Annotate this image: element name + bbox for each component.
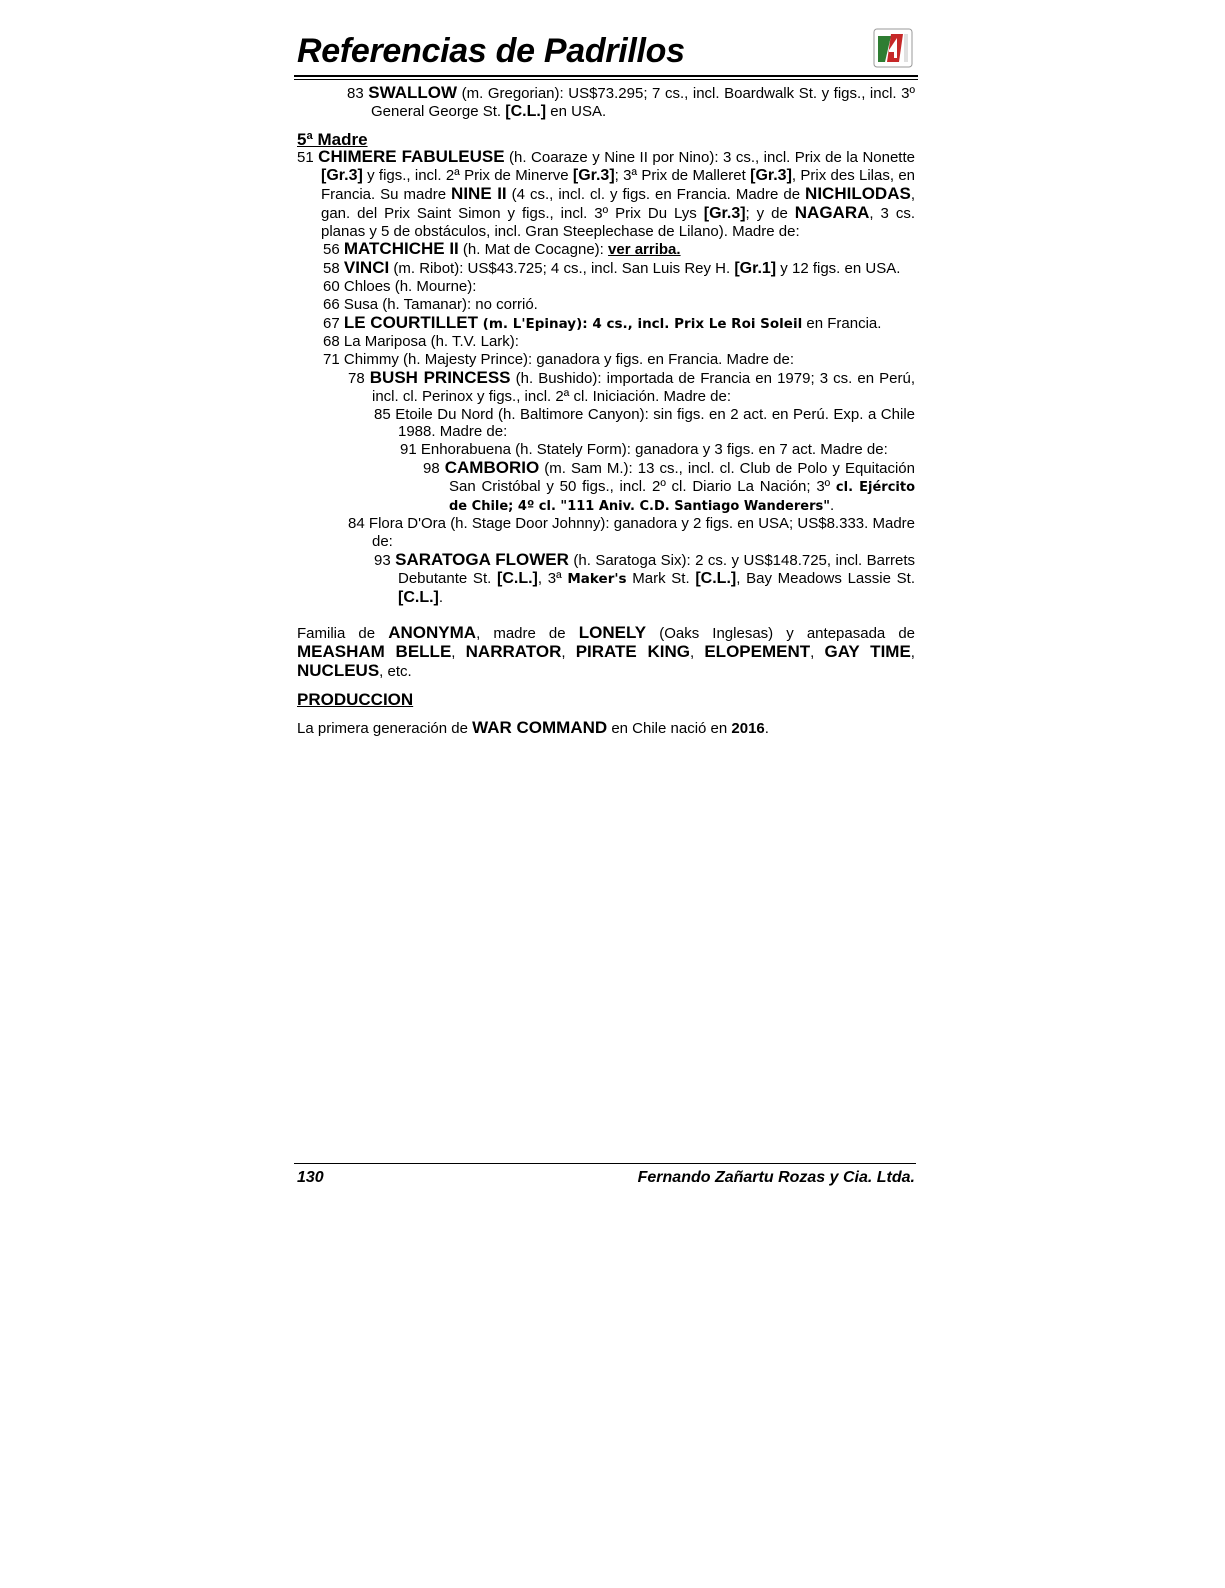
logo-icon: [873, 28, 913, 68]
entry-vinci: 58 VINCI (m. Ribot): US$43.725; 4 cs., incl. San Luis Rey H. [Gr.1] y 12 figs. en USA.: [323, 258, 901, 278]
ver-arriba-link[interactable]: ver arriba.: [608, 241, 681, 259]
entry-chimere-fabuleuse: 51 CHIMERE FABULEUSE (h. Coaraze y Nine II por Nino): 3 cs., incl. Prix de la Nonette [Gr.3] y figs., incl. 2ª Prix de Minerve [Gr.3]; 3ª Prix de Malleret [Gr.3], Prix des Lilas, en Francia. Su madre NINE II (4 cs., incl. cl. y figs. en Francia. Madre de NICHILODAS, gan. del Prix Saint Simon y figs., incl. 3º Prix Du Lys [Gr.3]; y de NAGARA, 3 cs. planas y 5 de obstáculos, incl. Gran Steeplechase de Lilano). Madre de:: [297, 147, 916, 240]
entry-susa: 66 Susa (h. Tamanar): no corrió.: [323, 295, 538, 313]
familia-paragraph: Familia de ANONYMA, madre de LONELY (Oaks Inglesas) y antepasada de MEASHAM BELLE, NARRATOR, PIRATE KING, ELOPEMENT, GAY TIME, NUCLEUS, etc.: [297, 623, 916, 680]
entry-chloes: 60 Chloes (h. Mourne):: [323, 277, 477, 295]
entry-le-courtillet: 67 LE COURTILLET (m. L'Epinay): 4 cs., incl. Prix Le Roi Soleil en Francia.: [323, 312, 882, 332]
entry-etoile-du-nord: 85 Etoile Du Nord (h. Baltimore Canyon): sin figs. en 2 act. en Perú. Exp. a Chile 1988. Madre de:: [374, 405, 915, 441]
entry-chimmy: 71 Chimmy (h. Majesty Prince): ganadora y figs. en Francia. Madre de:: [323, 351, 795, 369]
entry-camborio: 98 CAMBORIO (m. Sam M.): 13 cs., incl. cl. Club de Polo y Equitación San Cristóbal y 50 figs., incl. 2º cl. Diario La Nación; 3º cl. Ejército de Chile; 4º cl. "111 Aniv. C.D. Santiago Wanderers".: [423, 457, 915, 514]
footer-rule: [294, 1163, 916, 1164]
page-header: [297, 28, 915, 76]
entry-la-mariposa: 68 La Mariposa (h. T.V. Lark):: [323, 333, 519, 351]
section-heading-produccion: PRODUCCION: [297, 689, 414, 709]
header-rule: [294, 75, 918, 77]
page: [297, 28, 916, 737]
entry-enhorabuena: 91 Enhorabuena (h. Stately Form): ganadora y 3 figs. en 7 act. Madre de:: [400, 441, 888, 459]
section-heading-5a-madre: 5ª Madre: [297, 129, 368, 149]
header-rule-thin: [294, 79, 918, 80]
entry-flora-dora: 84 Flora D'Ora (h. Stage Door Johnny): ganadora y 2 figs. en USA; US$8.333. Madre de:: [348, 515, 916, 551]
page-title: Referencias de Padrillos: [297, 32, 685, 70]
entry-bush-princess: 78 BUSH PRINCESS (h. Bushido): importada de Francia en 1979; 3 cs. en Perú, incl. cl. Perinox y figs., incl. 2ª cl. Iniciación. Madre de:: [348, 367, 916, 405]
document-body: [297, 84, 915, 737]
produccion-paragraph: La primera generación de WAR COMMAND en Chile nació en 2016.: [297, 717, 769, 737]
footer-company: Fernando Zañartu Rozas y Cia. Ltda.: [637, 1169, 915, 1186]
entry-saratoga-flower: 93 SARATOGA FLOWER (h. Saratoga Six): 2 cs. y US$148.725, incl. Barrets Debutante St. [C.L.], 3ª Maker's Mark St. [C.L.], Bay Meadows Lassie St. [C.L.].: [374, 549, 916, 606]
entry-swallow: 83 SWALLOW (m. Gregorian): US$73.295; 7 cs., incl. Boardwalk St. y figs., incl. 3º General George St. [C.L.] en USA.: [347, 83, 915, 120]
entry-matchiche: 56 MATCHICHE II (h. Mat de Cocagne): ver arriba.: [323, 239, 681, 259]
page-number: 130: [297, 1169, 324, 1186]
